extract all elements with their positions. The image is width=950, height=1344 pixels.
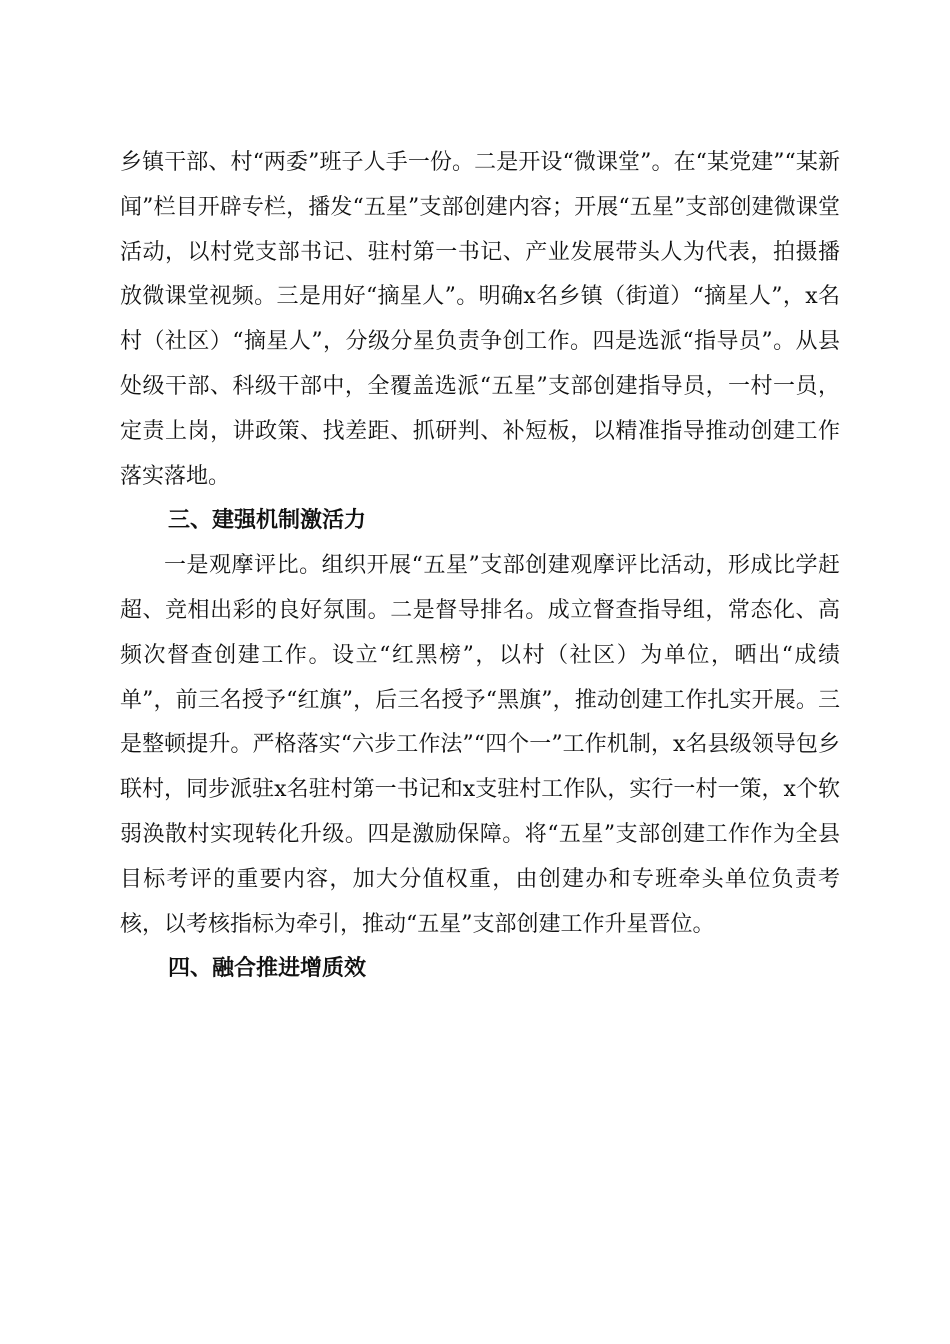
paragraph-continuation: 乡镇干部、村“两委”班子人手一份。二是开设“微课堂”。在“某党建”“某新闻”栏目开辟专栏，播发“五星”支部创建内容；开展“五星”支部创建微课堂活动，以村党支部书记、驻村第一书记、产业发展带头人为代表，拍摄播放微课堂视频。三是用好“摘星人”。明确x名乡镇（街道）“摘星人”，x名村（社区）“摘星人”，分级分星负责争创工作。四是选派“指导员”。从县处级干部、科级干部中，全覆盖选派“五星”支部创建指导员，一村一员，定责上岗，讲政策、找差距、抓研判、补短板，以精准指导推动创建工作落实落地。 [120,150,840,489]
section-heading-4: 四、融合推进增质效 [168,956,367,982]
paragraph-section-3: 一是观摩评比。组织开展“五星”支部创建观摩评比活动，形成比学赶超、竞相出彩的良好氛围。二是督导排名。成立督查指导组，常态化、高频次督查创建工作。设立“红黑榜”，以村（社区）为单位，晒出“成绩单”，前三名授予“红旗”，后三名授予“黑旗”，推动创建工作扎实开展。三是整顿提升。严格落实“六步工作法”“四个一”工作机制，x名县级领导包乡联村，同步派驻x名驻村第一书记和x支驻村工作队，实行一村一策，x个软弱涣散村实现转化升级。四是激励保障。将“五星”支部创建工作作为全县目标考评的重要内容，加大分值权重，由创建办和专班牵头单位负责考核，以考核指标为牵引，推动“五星”支部创建工作升星晋位。 [120,553,840,937]
document-body [120,141,840,992]
section-heading-3: 三、建强机制激活力 [168,508,367,534]
